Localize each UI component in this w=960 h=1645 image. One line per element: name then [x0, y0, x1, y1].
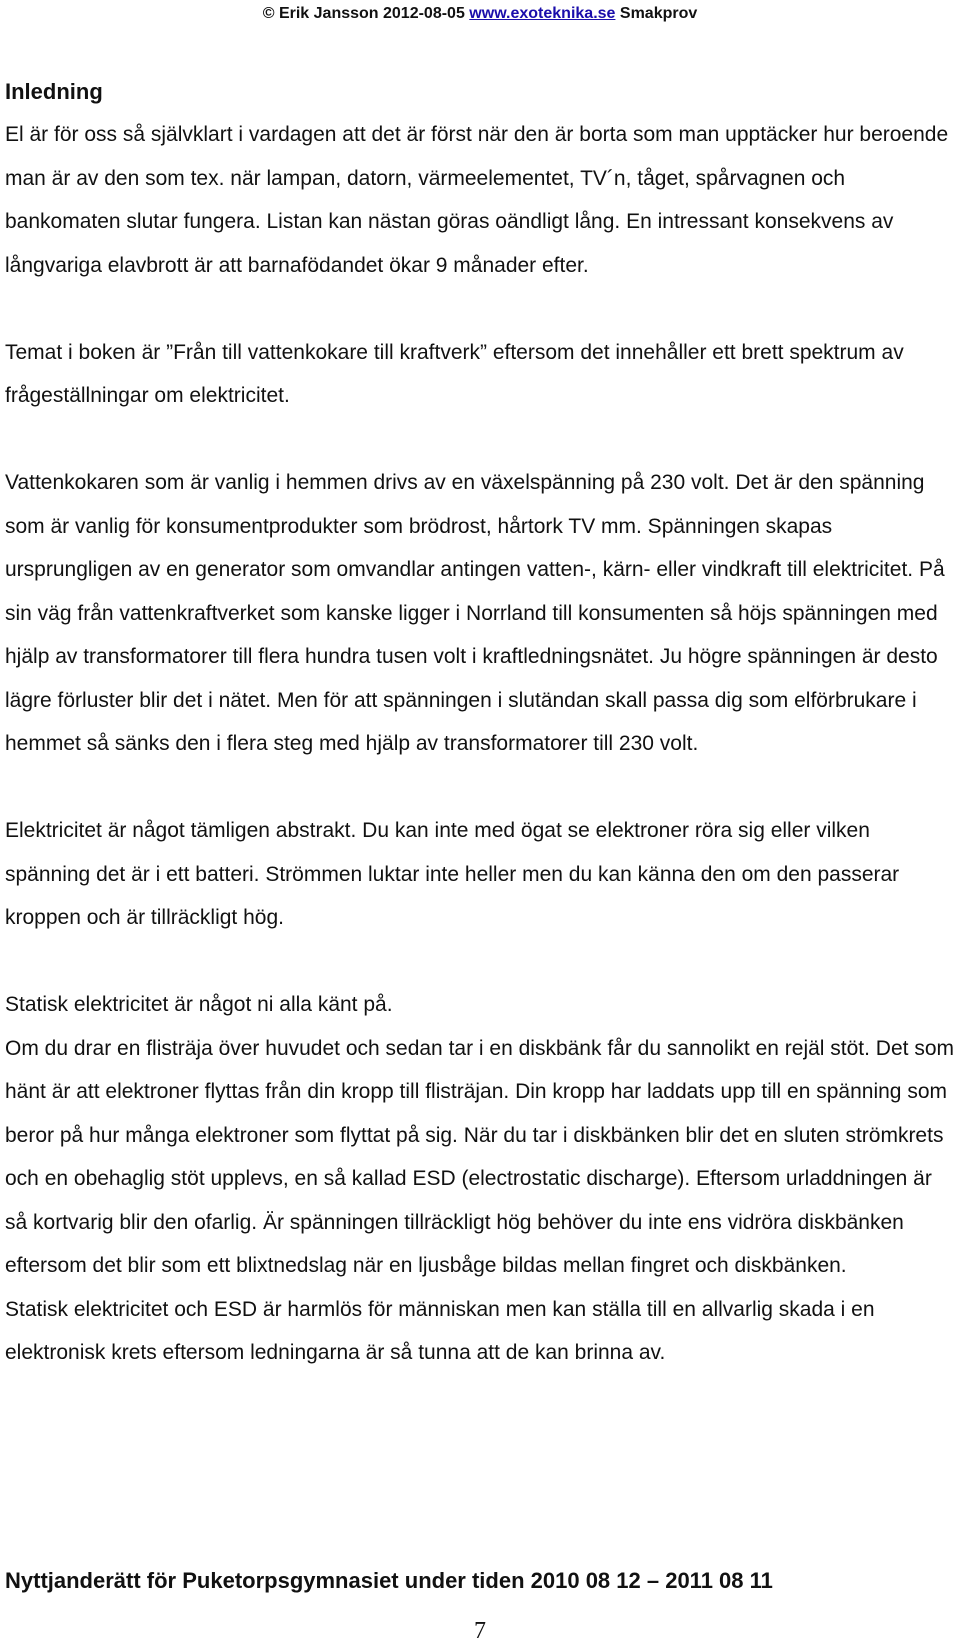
paragraph-abstract: Elektricitet är något tämligen abstrakt. Du kan inte med ögat se elektroner röra sig eller vilken spänning det är i ett batteri. Strömmen luktar inte heller men du kan känna den om den passerar kroppen och är tillräckligt hög.	[5, 819, 900, 929]
header-label: Smakprov	[619, 5, 698, 22]
paragraph-theme: Temat i boken är ”Från till vattenkokare till kraftverk” eftersom det innehåller ett brett spektrum av frågeställningar om elektricitet.	[5, 340, 904, 407]
paragraph-intro: El är för oss så självklart i vardagen att det är först när den är borta som man upptäcker hur beroende man är av den som tex. när lampan, datorn, värmeelementet, TV´n, tåget, spårvagnen och bankomaten slutar fungera. Listan kan nästan göras oändligt lång. En intressant konsekvens av långvariga elavbrott är att barnafödandet ökar 9 månader efter.	[5, 123, 949, 277]
header-author-date: © Erik Jansson 2012-08-05	[262, 5, 465, 22]
paragraph-kettle: Vattenkokaren som är vanlig i hemmen drivs av en växelspänning på 230 volt. Det är den spänning som är vanlig för konsumentprodukter som brödrost, hårtork TV mm. Spänningen skapas ursprungligen av en generator som omvandlar antingen vatten-, kärn- eller vindkraft till elektricitet. På sin väg från vattenkraftverket som kanske ligger i Norrland till konsumenten så höjs spänningen med hjälp av transformatorer till flera hundra tusen volt i kraftledningsnätet. Ju högre spänningen är desto lägre förluster blir det i nätet. Men för att spänningen i slutändan skall passa dig som elförbrukare i hemmet så sänks den i flera steg med hjälp av transformatorer till 230 volt.	[5, 471, 945, 755]
paragraph-static-intro: Statisk elektricitet är något ni alla känt på.	[5, 993, 393, 1016]
footer-license-title: Nyttjanderätt för Puketorpsgymnasiet under tiden 2010 08 12 – 2011 08 11	[5, 1568, 773, 1593]
paragraph-static-conclusion: Statisk elektricitet och ESD är harmlös för människan men kan ställa till en allvarlig skada i en elektronisk krets eftersom ledningarna är så tunna att de kan brinna av.	[5, 1297, 875, 1364]
section-heading: Inledning	[5, 79, 103, 104]
document-body	[5, 70, 955, 1375]
paragraph-static-example: Om du drar en flisträja över huvudet och sedan tar i en diskbänk får du sannolikt en rejäl stöt. Det som hänt är att elektroner flyttas från din kropp till flisträjan. Din kropp har laddats upp till en spänning som beror på hur många elektroner som flyttat på sig. När du tar i diskbänken blir det en sluten strömkrets och en obehaglig stöt upplevs, en så kallad ESD (electrostatic discharge). Eftersom urladdningen är så kortvarig blir den ofarlig. Är spänningen tillräckligt hög behöver du inte ens vidröra diskbänken eftersom det blir som ett blixtnedslag när en ljusbåge bildas mellan fingret och diskbänken.	[5, 1036, 954, 1277]
page-number: 7	[474, 1618, 486, 1644]
page-header	[0, 4, 960, 24]
header-website-link[interactable]: www.exoteknika.se	[469, 5, 616, 22]
